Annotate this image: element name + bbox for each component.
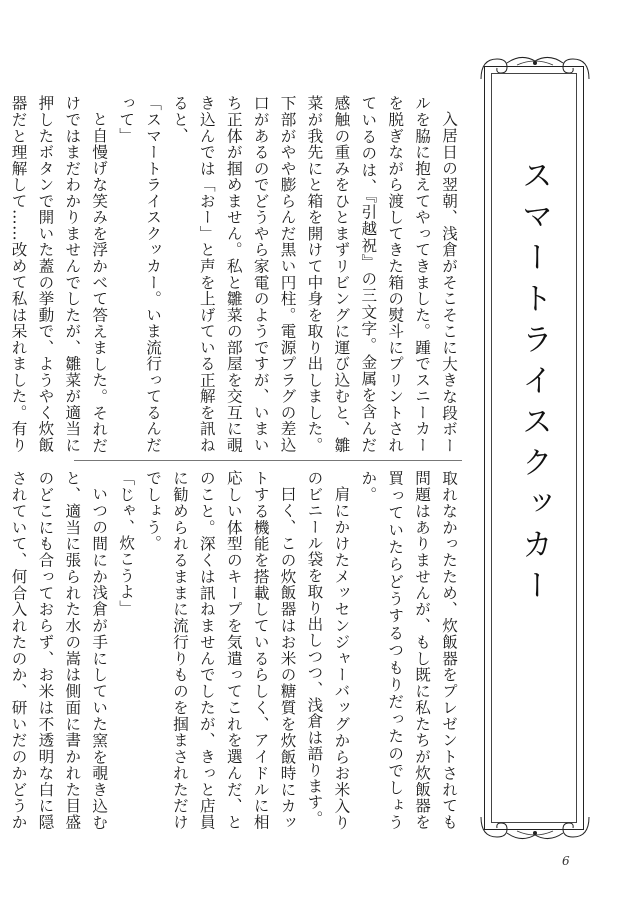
column-divider <box>74 460 462 461</box>
lower-text-column <box>9 470 462 830</box>
paragraph: いつの間にか浅倉が手にしていた窯を覗き込むと、適当に張られた水の嵩は側面に書かれた目盛のどこにも合っておらず、お米は不透明な白に隠されていて、何合入れたのか、研いだのかどうか <box>9 470 109 830</box>
paragraph: 肩にかけたメッセンジャーバッグからお米入りのビニール袋を取り出しつつ、浅倉は語ります。 <box>305 470 351 830</box>
paragraph: と自慢げな笑みを浮かべて答えました。それだけではまだわかりませんでしたが、雛菜が適当に押したボタンで開いた蓋の挙動で、ようやく炊飯器だと理解して……改めて私は呆れました。有り <box>9 95 109 453</box>
paragraph: 取れなかったため、炊飯器をプレゼントされても問題はありませんが、もし既に私たちが炊飯器を買っていたらどうするつもりだったのでしょうか。 <box>359 470 458 830</box>
upper-text-column <box>9 95 462 453</box>
frame-ornament-bottom <box>477 815 593 845</box>
page-number: 6 <box>562 854 570 868</box>
paragraph: 「スマートライスクッカー。いま流行ってるんだって」 <box>117 95 163 453</box>
title-frame <box>484 66 584 830</box>
paragraph: 入居日の翌朝、浅倉がそこそこに大きな段ボールを脇に抱えてやってきました。踵でスニーカーを脱ぎながら渡してきた箱の熨斗にプリントされているのは、『引越祝』の三文字。金属を含んだ感触の重みをひとまずリビングに運び込むと、雛菜が我先にと箱を開けて中身を取り出しました。下部がやや膨らんだ黒い円柱。電源プラグの差込口があるのでどうやら家電のようですが、いまいち正体が掴めません。私と雛菜の部屋を交互に覗き込んでは「おー」と声を上げている正解を訊ねると、 <box>170 95 458 453</box>
paragraph: 「じゃ、炊こうよ」 <box>117 470 136 616</box>
paragraph: 曰く、この炊飯器はお米の糖質を炊飯時にカットする機能を搭載しているらしく、アイドルに相応しい体型のキープを気遣ってこれを選んだ、とのこと。深くは訊ねませんでしたが、きっと店員に勧められるままに流行りものを掴まされただけでしょう。 <box>144 470 297 830</box>
chapter-title: スマートライスクッカー <box>516 159 552 610</box>
